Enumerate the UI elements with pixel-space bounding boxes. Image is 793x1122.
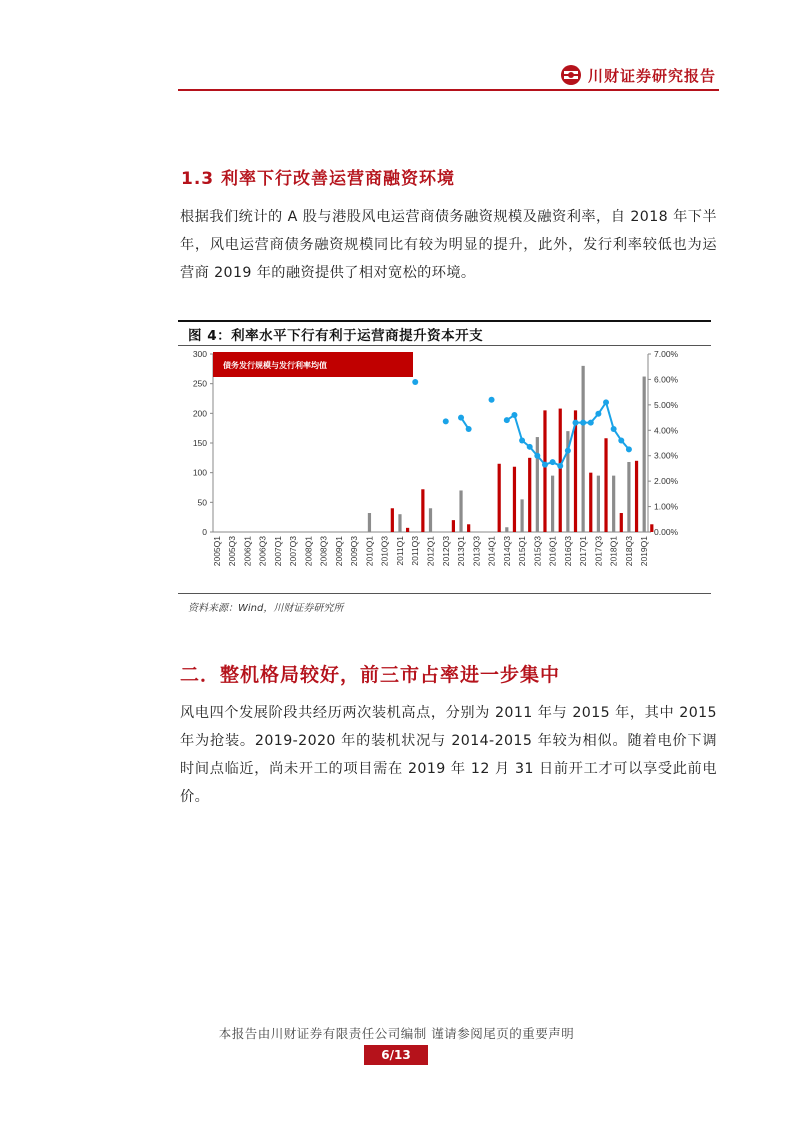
x-tick-label: 2014Q1 — [486, 536, 497, 567]
y-tick-label-left: 200 — [192, 408, 207, 419]
chart-bar — [604, 438, 607, 532]
chart-bar — [505, 527, 508, 532]
y-tick-label-right: 5.00% — [654, 399, 679, 410]
x-tick-label: 2015Q3 — [532, 536, 543, 567]
x-tick-label: 2012Q3 — [440, 536, 451, 567]
chart-line-series — [412, 379, 632, 469]
chart-bars — [368, 366, 654, 532]
rate-point — [504, 417, 510, 423]
figure-bottom-rule — [178, 593, 711, 594]
rate-point — [618, 437, 624, 443]
x-tick-label: 2018Q3 — [623, 536, 634, 567]
rate-point — [626, 446, 632, 452]
rate-point — [443, 418, 449, 424]
chart-bar — [467, 524, 470, 532]
rate-point — [611, 426, 617, 432]
x-tick-label: 2005Q3 — [227, 536, 238, 567]
rate-point — [542, 462, 548, 468]
chart-bar — [643, 377, 646, 532]
rate-point — [565, 448, 571, 454]
brand-header — [560, 64, 716, 86]
rate-point — [580, 420, 586, 426]
x-tick-label: 2007Q1 — [272, 536, 283, 567]
x-tick-label: 2017Q3 — [593, 536, 604, 567]
x-tick-label: 2016Q3 — [562, 536, 573, 567]
y-tick-label-right: 2.00% — [654, 476, 679, 487]
section2-heading: 二．整机格局较好，前三市占率进一步集中 — [180, 664, 561, 686]
figure-top-rule — [178, 320, 711, 322]
chart-bar — [391, 508, 394, 532]
rate-point — [458, 415, 464, 421]
x-tick-label: 2005Q1 — [211, 536, 222, 567]
chart-bar — [582, 366, 585, 532]
rate-point — [595, 411, 601, 417]
y-tick-label-right: 6.00% — [654, 374, 679, 385]
brand-name: 川财证券研究报告 — [588, 66, 717, 85]
chart-bar — [627, 462, 630, 532]
figure-title: 图 4：利率水平下行有利于运营商提升资本开支 — [188, 328, 484, 344]
y-tick-label-left: 50 — [197, 497, 207, 508]
chart-bar — [498, 464, 501, 532]
x-tick-label: 2018Q1 — [608, 536, 619, 567]
x-tick-label: 2009Q3 — [349, 536, 360, 567]
y-tick-label-left: 250 — [192, 378, 207, 389]
x-tick-label: 2006Q1 — [242, 536, 253, 567]
chart-bar — [421, 489, 424, 532]
chart-bar — [551, 476, 554, 532]
chart-legend — [213, 352, 413, 377]
rate-point — [511, 412, 517, 418]
y-tick-label-right: 1.00% — [654, 501, 679, 512]
chart-bar — [520, 499, 523, 532]
x-tick-label: 2014Q3 — [501, 536, 512, 567]
x-tick-label: 2011Q3 — [410, 536, 421, 566]
x-tick-label: 2010Q3 — [379, 536, 390, 567]
rate-point — [519, 437, 525, 443]
x-tick-label: 2006Q3 — [257, 536, 268, 567]
x-tick-label: 2012Q1 — [425, 536, 436, 567]
x-tick-label: 2013Q3 — [471, 536, 482, 567]
section-heading: 1.3 利率下行改善运营商融资环境 — [181, 169, 456, 189]
chart-axes — [210, 354, 651, 532]
chart-bar — [620, 513, 623, 532]
x-tick-label: 2008Q3 — [318, 536, 329, 567]
brand-logo-icon — [560, 64, 582, 86]
header-divider — [178, 89, 719, 91]
y-tick-label-left: 0 — [202, 527, 207, 537]
chart-bar — [429, 508, 432, 532]
rate-point — [489, 397, 495, 403]
y-tick-label-right: 4.00% — [654, 425, 679, 436]
rate-point — [603, 399, 609, 405]
legend-label: 债务发行规模与发行利率均值 — [223, 361, 327, 370]
rate-point — [588, 420, 594, 426]
rate-point — [534, 453, 540, 459]
rate-point — [466, 426, 472, 432]
chart-bar — [635, 461, 638, 532]
y-tick-label-left: 150 — [192, 438, 207, 448]
chart-bar — [559, 409, 562, 532]
y-tick-label-right: 0.00% — [654, 527, 679, 537]
x-tick-label: 2009Q1 — [333, 536, 344, 567]
chart-bar — [536, 437, 539, 532]
x-tick-label: 2010Q1 — [364, 536, 375, 567]
y-tick-label-left: 300 — [192, 349, 207, 359]
x-tick-label: 2015Q1 — [517, 536, 528, 567]
x-tick-label: 2013Q1 — [456, 536, 467, 567]
x-tick-label: 2019Q1 — [639, 536, 650, 567]
rate-point — [573, 420, 579, 426]
chart-bar — [528, 458, 531, 532]
page-number: 6/13 — [364, 1045, 428, 1065]
chart-bar — [406, 528, 409, 532]
chart-bar — [398, 514, 401, 532]
chart-bar — [513, 467, 516, 532]
rate-point — [557, 463, 563, 469]
chart-bar — [589, 473, 592, 532]
chart-bar — [597, 476, 600, 532]
x-tick-label: 2011Q1 — [394, 536, 405, 566]
x-tick-label: 2016Q1 — [547, 536, 558, 567]
chart-bar — [543, 410, 546, 532]
footer-disclaimer: 本报告由川财证券有限责任公司编制 谨请参阅尾页的重要声明 — [218, 1026, 575, 1041]
figure-chart — [178, 346, 711, 591]
chart-bar — [612, 476, 615, 532]
section-paragraph: 根据我们统计的 A 股与港股风电运营商债务融资规模及融资利率，自 2018 年下半年，风电运营商债务融资规模同比有较为明显的提升，此外，发行利率较低也为运营商 2019 年的融资提供了相对宽松的环境。 — [180, 209, 717, 281]
section2-paragraph: 风电四个发展阶段共经历两次装机高点，分别为 2011 年与 2015 年，其中 2015 年为抢装。2019-2020 年的装机状况与 2014-2015 年较为相似。随着电价下调时间点临近，尚未开工的项目需在 2019 年 12 月 31 日前开工才可以享受此前电价。 — [180, 705, 717, 805]
x-tick-label: 2017Q1 — [578, 536, 589, 567]
rate-point — [527, 444, 533, 450]
y-tick-label-right: 7.00% — [654, 349, 679, 359]
y-tick-label-right: 3.00% — [654, 450, 679, 461]
rate-point — [550, 459, 556, 465]
y-tick-label-left: 100 — [192, 467, 207, 478]
chart-bar — [368, 513, 371, 532]
figure-source: 资料来源：Wind，川财证券研究所 — [188, 603, 344, 614]
chart-bar — [459, 490, 462, 532]
chart-bar — [452, 520, 455, 532]
x-tick-label: 2008Q1 — [303, 536, 314, 567]
rate-point — [412, 379, 418, 385]
x-tick-label: 2007Q3 — [288, 536, 299, 567]
chart-bar — [650, 524, 653, 532]
